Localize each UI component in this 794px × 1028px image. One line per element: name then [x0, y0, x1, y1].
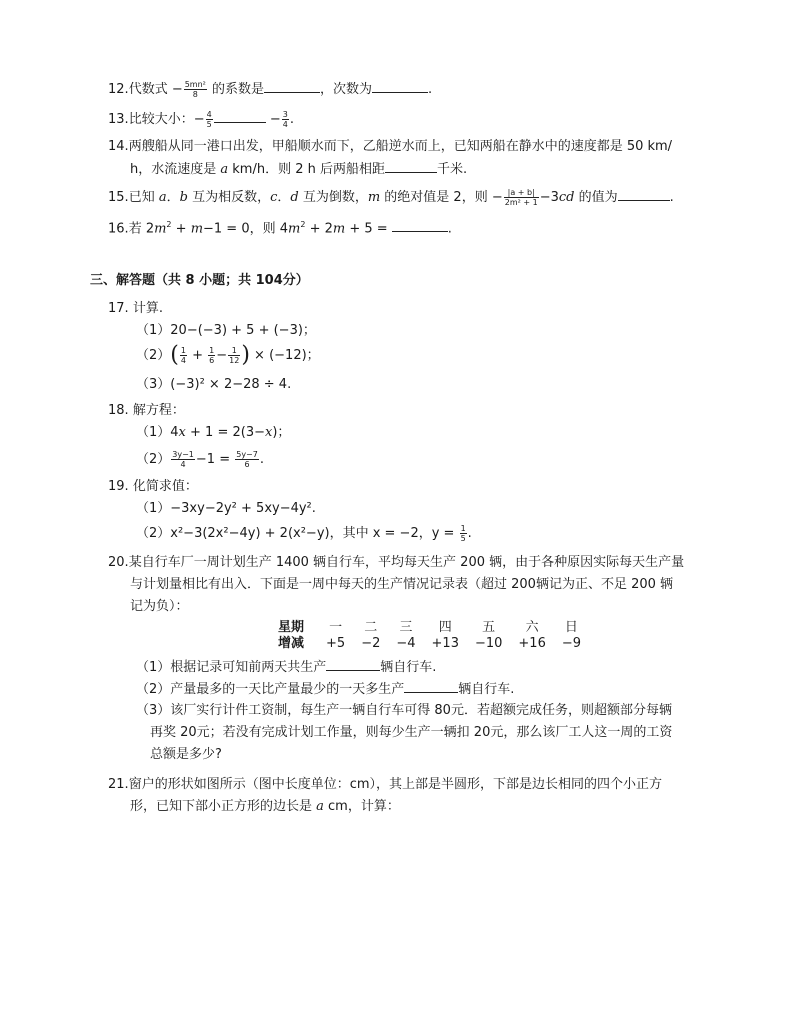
table-cell: 日: [564, 620, 578, 635]
fraction: $\frac{1}{6}$: [209, 346, 215, 365]
fraction: $\frac{\text{5mn²}}{8}$: [184, 80, 206, 99]
table-cell: +13: [431, 636, 459, 651]
q19-part1: （1）−3xy−2y² + 5xy−4y².: [136, 501, 316, 516]
fraction: $\frac{4}{5}$: [206, 110, 212, 129]
question-12: 12.代数式 − $\frac{\text{5mn²}}{8}$ 的系数是 ，次数为 .: [108, 80, 433, 99]
table-cell: 六: [525, 620, 539, 635]
q20-line3: 记为负）：: [130, 599, 189, 614]
table-cell: −4: [396, 636, 416, 651]
answer-blank[interactable]: [385, 160, 437, 173]
q17-part3: （3）(−3)² × 2−28 ÷ 4.: [136, 377, 292, 392]
q20-sub3-line3: 总额是多少?: [150, 747, 222, 762]
q17-part2: （2）( $\frac{1}{4}$ + $\frac{1}{6}$ − $\frac{1}{12}$ ) × (−12)；: [136, 342, 320, 368]
q18-part1: （1）4x + 1 = 2(3−x)；: [136, 425, 291, 440]
q20-sub2: （2）产量最多的一天比产量最少的一天多生产 辆自行车.: [136, 682, 515, 697]
question-18: 18. 解方程：: [108, 403, 185, 418]
question-14-line2: h，水流速度是 a km/h．则 2 h 后两船相距 千米.: [130, 162, 468, 177]
question-14: 14.两艘船从同一港口出发，甲船顺水而下，乙船逆水而上，已知两船在静水中的速度都是 50 km/: [108, 139, 673, 154]
fraction: $\frac{|a + b|}{\text{2m² + 1}}$: [504, 188, 538, 207]
q21-line2: 形，已知下部小正方形的边长是 a cm，计算：: [130, 799, 400, 814]
question-17: 17. 计算.: [108, 301, 163, 316]
table-cell: 四: [438, 620, 452, 635]
table-cell: −10: [474, 636, 503, 651]
question-21: 21.窗户的形状如图所示（图中长度单位：cm），其上部是半圆形，下部是边长相同的四个小正方: [108, 777, 662, 792]
answer-blank[interactable]: [372, 80, 428, 93]
question-15: 15.已知 a．b 互为相反数，c．d 互为倒数，m 的绝对值是 2，则 − $\frac{|a + b|}{\text{2m² + 1}}$ −3cd 的值为 .: [108, 188, 674, 207]
question-20: 20.某自行车厂一周计划生产 1400 辆自行车，平均每天生产 200 辆，由于各种原因实际每天生产量: [108, 555, 685, 570]
table-row: [270, 620, 589, 636]
answer-blank[interactable]: [404, 680, 458, 693]
table-cell: −2: [361, 636, 381, 651]
fraction: $\frac{3}{4}$: [282, 110, 288, 129]
production-record-table: [270, 620, 589, 652]
section-title: 三、解答题（共 8 小题；共 104分）: [90, 273, 309, 288]
q19-part2: （2）x²−3(2x²−4y) + 2(x²−y)，其中 x = −2，y = $\frac{1}{5}$ .: [136, 524, 472, 543]
fraction: $\frac{5y-7}{6}$: [236, 450, 258, 469]
table-cell: 增减: [278, 636, 305, 651]
fraction: $\frac{1}{4}$: [180, 346, 186, 365]
q20-sub1: （1）根据记录可知前两天共生产 辆自行车.: [136, 660, 437, 675]
q17-part1: （1）20−(−3) + 5 + (−3)；: [136, 323, 316, 338]
table-cell: 五: [482, 620, 496, 635]
table-cell: +16: [518, 636, 546, 651]
answer-blank[interactable]: [214, 110, 266, 123]
answer-blank[interactable]: [264, 80, 320, 93]
answer-blank[interactable]: [618, 188, 670, 201]
question-19: 19. 化简求值：: [108, 479, 198, 494]
q20-line2: 与计划量相比有出入．下面是一周中每天的生产情况记录表（超过 200辆记为正、不足 200 辆: [130, 577, 674, 592]
table-cell: −9: [561, 636, 582, 651]
table-cell: 二: [364, 620, 378, 635]
fraction: $\frac{3y-1}{4}$: [172, 450, 194, 469]
answer-blank[interactable]: [392, 219, 448, 232]
table-cell: 三: [399, 620, 413, 635]
q20-sub3: （3）该厂实行计件工资制，每生产一辆自行车可得 80元．若超额完成任务，则超额部分每辆: [136, 703, 672, 718]
fraction: $\frac{1}{12}$: [229, 346, 240, 365]
question-16: 16.若 $2m^2 + m-1 = 0$，则 $4m^2 + 2m + 5$ = .: [108, 220, 452, 237]
table-cell: 一: [329, 620, 343, 635]
question-13: 13.比较大小：− $\frac{4}{5}$ − $\frac{3}{4}$ .: [108, 110, 294, 129]
q20-sub3-line2: 再奖 20元；若没有完成计划工作量，则每少生产一辆扣 20元，那么该厂工人这一周的工资: [150, 725, 673, 740]
answer-blank[interactable]: [326, 658, 380, 671]
fraction: $\frac{1}{5}$: [460, 524, 466, 543]
table-cell: +5: [326, 636, 346, 651]
table-row: [270, 636, 589, 652]
q18-part2: （2） $\frac{3y-1}{4}$ −1 = $\frac{5y-7}{6}$ .: [136, 450, 264, 469]
table-cell: 星期: [278, 620, 305, 635]
